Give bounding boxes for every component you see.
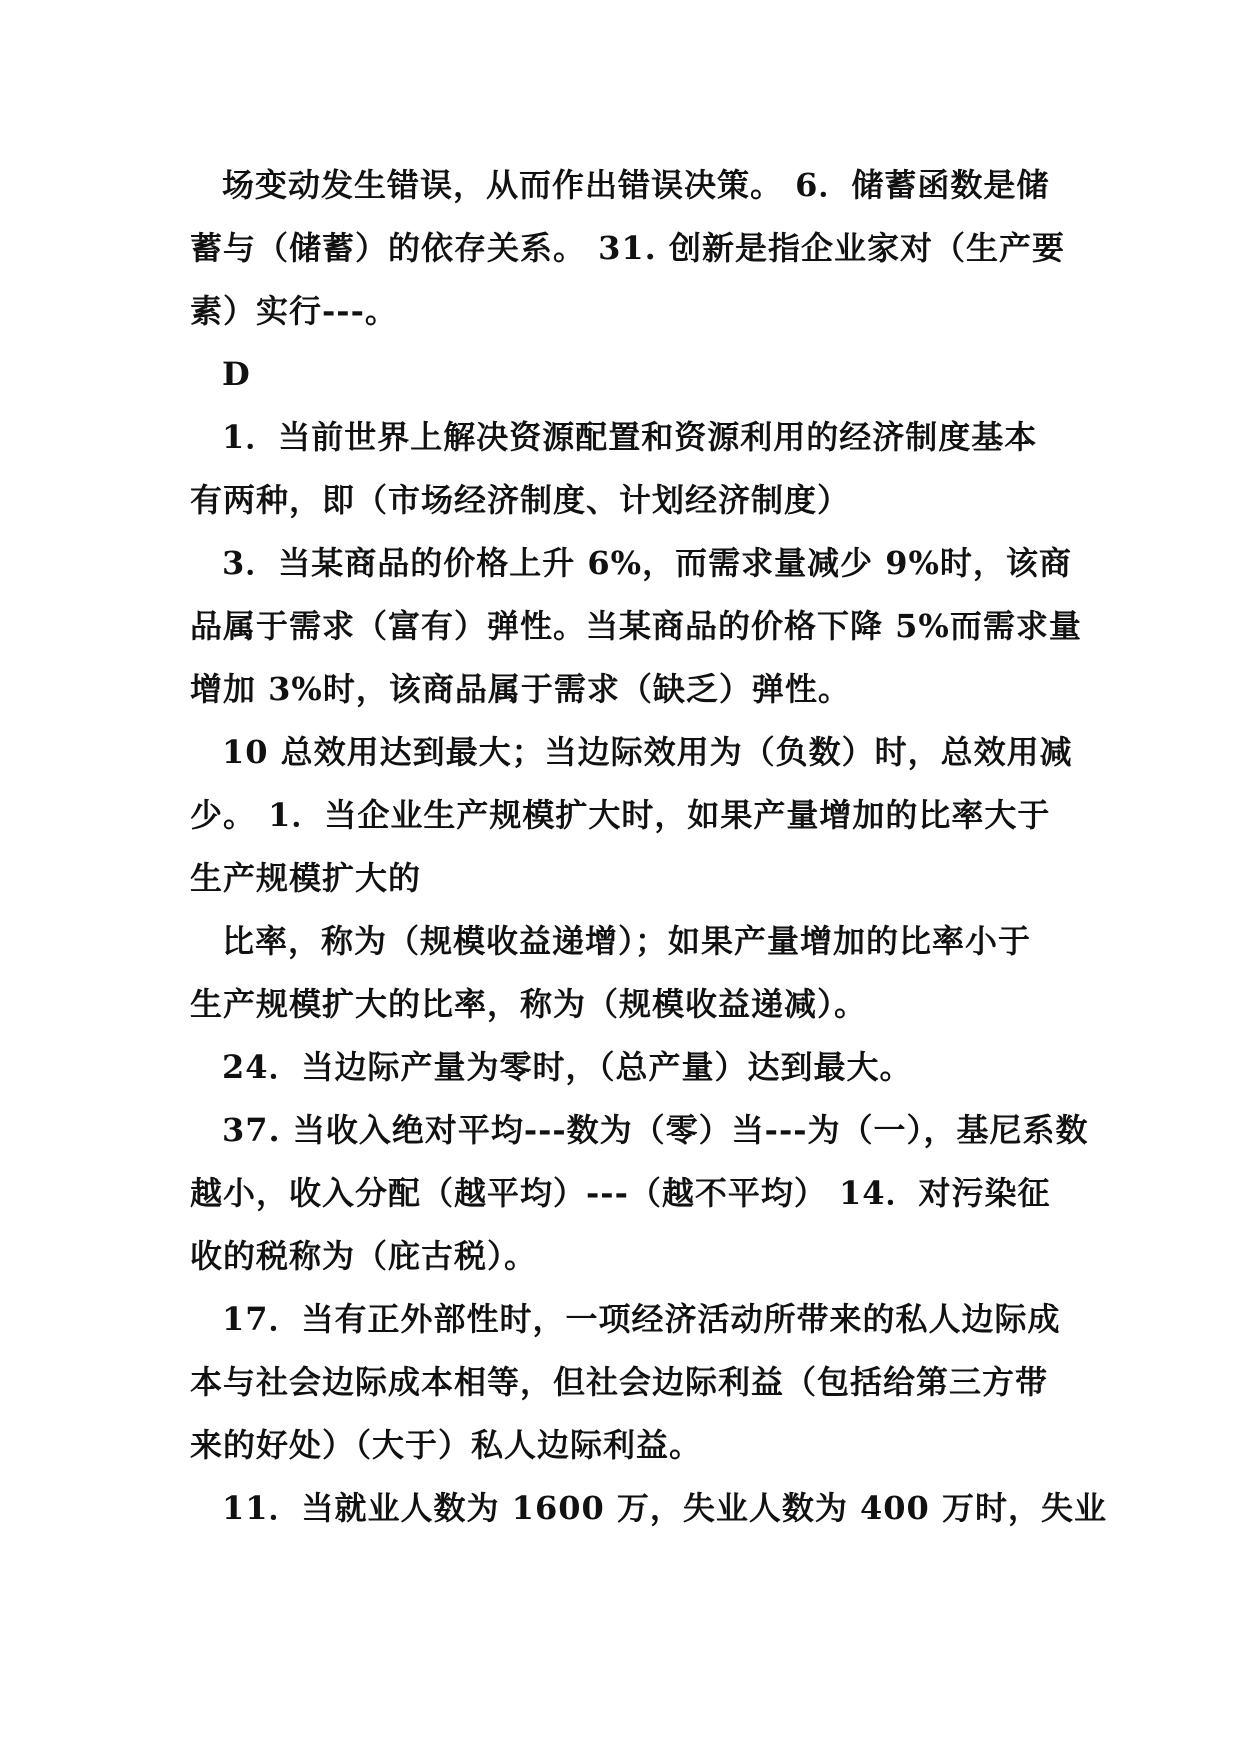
- text-line: 11．当就业人数为 1600 万，失业人数为 400 万时，失业: [222, 1489, 1107, 1527]
- text-line: 越小，收入分配（越平均）---（越不平均） 14．对污染征: [190, 1174, 1051, 1212]
- text-line: 比率，称为（规模收益递增）；如果产量增加的比率小于: [222, 922, 1032, 960]
- text-line: 少。 1．当企业生产规模扩大时，如果产量增加的比率大于: [190, 796, 1051, 834]
- section-heading: D: [222, 355, 251, 393]
- text-line: 增加 3%时，该商品属于需求（缺乏）弹性。: [190, 670, 851, 708]
- text-line: 蓄与（储蓄）的依存关系。 31. 创新是指企业家对（生产要: [190, 229, 1065, 267]
- text-line: 24．当边际产量为零时，（总产量）达到最大。: [222, 1048, 913, 1086]
- text-line: 素）实行---。: [190, 292, 398, 330]
- text-line: 37. 当收入绝对平均---数为（零）当---为（一），基尼系数: [222, 1111, 1089, 1149]
- text-line: 3．当某商品的价格上升 6%，而需求量减少 9%时，该商: [222, 544, 1072, 582]
- text-line: 收的税称为（庇古税）。: [190, 1237, 538, 1275]
- text-line: 来的好处）（大于）私人边际利益。: [190, 1426, 703, 1464]
- text-line: 1．当前世界上解决资源配置和资源利用的经济制度基本: [222, 418, 1038, 456]
- text-line: 本与社会边际成本相等，但社会边际利益（包括给第三方带: [190, 1363, 1049, 1401]
- text-line: 生产规模扩大的: [190, 859, 422, 897]
- text-line: 10 总效用达到最大；当边际效用为（负数）时，总效用减: [222, 733, 1073, 771]
- text-line: 场变动发生错误，从而作出错误决策。 6．储蓄函数是储: [222, 166, 1050, 204]
- text-line: 生产规模扩大的比率，称为（规模收益递减）。: [190, 985, 868, 1023]
- text-line: 有两种，即（市场经济制度、计划经济制度）: [190, 481, 851, 519]
- text-line: 品属于需求（富有）弹性。当某商品的价格下降 5%而需求量: [190, 607, 1082, 645]
- text-line: 17．当有正外部性时，一项经济活动所带来的私人边际成: [222, 1300, 1061, 1338]
